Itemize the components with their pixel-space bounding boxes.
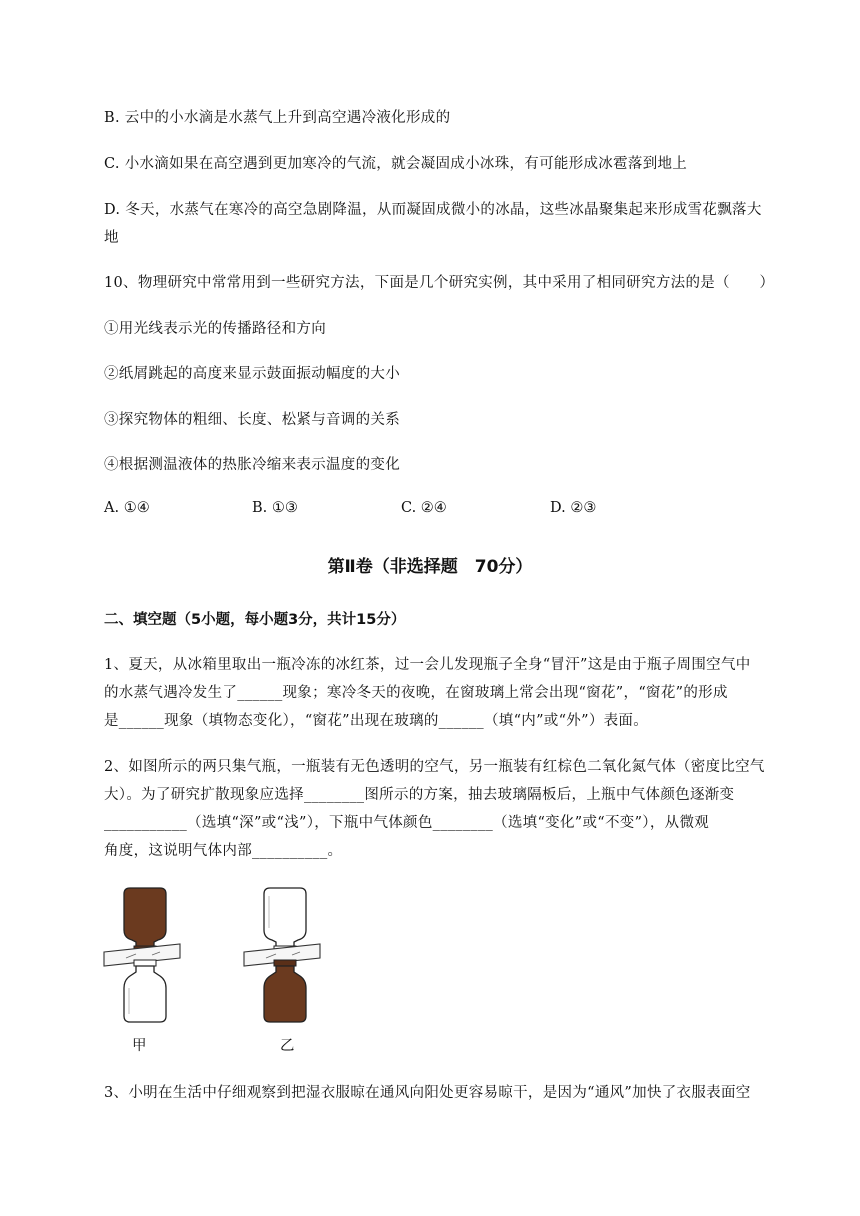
figure-label-yi: 乙 <box>280 1038 295 1054</box>
choice-d: D. ②③ <box>550 500 597 516</box>
q10-item-2: ②纸屑跳起的高度来显示鼓面振动幅度的大小 <box>104 366 400 382</box>
q9-option-d-line1: D. 冬天，水蒸气在寒冷的高空急剧降温，从而凝固成微小的冰晶，这些冰晶聚集起来形成雪花飘落大 <box>104 202 762 218</box>
choice-b: B. ①③ <box>252 500 298 516</box>
brown-jar-top <box>124 888 166 950</box>
setup-jia <box>104 888 180 1022</box>
q9-option-b: B. 云中的小水滴是水蒸气上升到高空遇冷液化形成的 <box>104 110 451 126</box>
choice-c: C. ②④ <box>401 500 447 516</box>
q10-item-4: ④根据测温液体的热胀冷缩来表示温度的变化 <box>104 457 400 473</box>
q2-line2: 大）。为了研究扩散现象应选择________图所示的方案，抽去玻璃隔板后，上瓶中气体颜色逐渐变 <box>104 787 735 803</box>
q9-option-c: C. 小水滴如果在高空遇到更加寒冷的气流，就会凝固成小冰珠，有可能形成冰雹落到地上 <box>104 156 688 172</box>
q9-option-d-line2: 地 <box>104 230 119 246</box>
choice-a: A. ①④ <box>104 500 150 516</box>
q1-line2: 的水蒸气遇冷发生了______现象；寒冷冬天的夜晚，在窗玻璃上常会出现“窗花”，“窗花”的形成 <box>104 685 728 701</box>
brown-jar-bottom <box>264 966 306 1022</box>
q10-stem: 10、物理研究中常常用到一些研究方法，下面是几个研究实例，其中采用了相同研究方法的是（ ） <box>104 275 775 291</box>
clear-jar-top <box>264 888 306 950</box>
clear-jar-bottom <box>124 966 166 1022</box>
setup-yi <box>244 888 320 1022</box>
q3-line1: 3、小明在生活中仔细观察到把湿衣服晾在通风向阳处更容易晾干，是因为“通风”加快了衣服表面空 <box>104 1085 751 1101</box>
figure-label-jia: 甲 <box>132 1038 147 1054</box>
q2-line4: 角度，这说明气体内部__________。 <box>104 843 343 859</box>
fill-in-heading: 二、填空题（5小题，每小题3分，共计15分） <box>104 612 406 628</box>
gas-jars-illustration <box>96 884 356 1034</box>
q10-item-3: ③探究物体的粗细、长度、松紧与音调的关系 <box>104 412 400 428</box>
q2-line3: ___________（选填“深”或“浅”），下瓶中气体颜色________（选填“变化”或“不变”），从微观 <box>104 815 710 831</box>
q1-line1: 1、夏天，从冰箱里取出一瓶冷冻的冰红茶，过一会儿发现瓶子全身“冒汗”这是由于瓶子周围空气中 <box>104 657 751 673</box>
q10-choices <box>104 500 704 520</box>
section-title: 第Ⅱ卷（非选择题 70分） <box>327 557 533 577</box>
q10-item-1: ①用光线表示光的传播路径和方向 <box>104 321 326 337</box>
q2-line1: 2、如图所示的两只集气瓶，一瓶装有无色透明的空气，另一瓶装有红棕色二氧化氮气体（密度比空气 <box>104 759 765 775</box>
q1-line3: 是______现象（填物态变化），“窗花”出现在玻璃的______（填“内”或“外”）表面。 <box>104 713 649 729</box>
